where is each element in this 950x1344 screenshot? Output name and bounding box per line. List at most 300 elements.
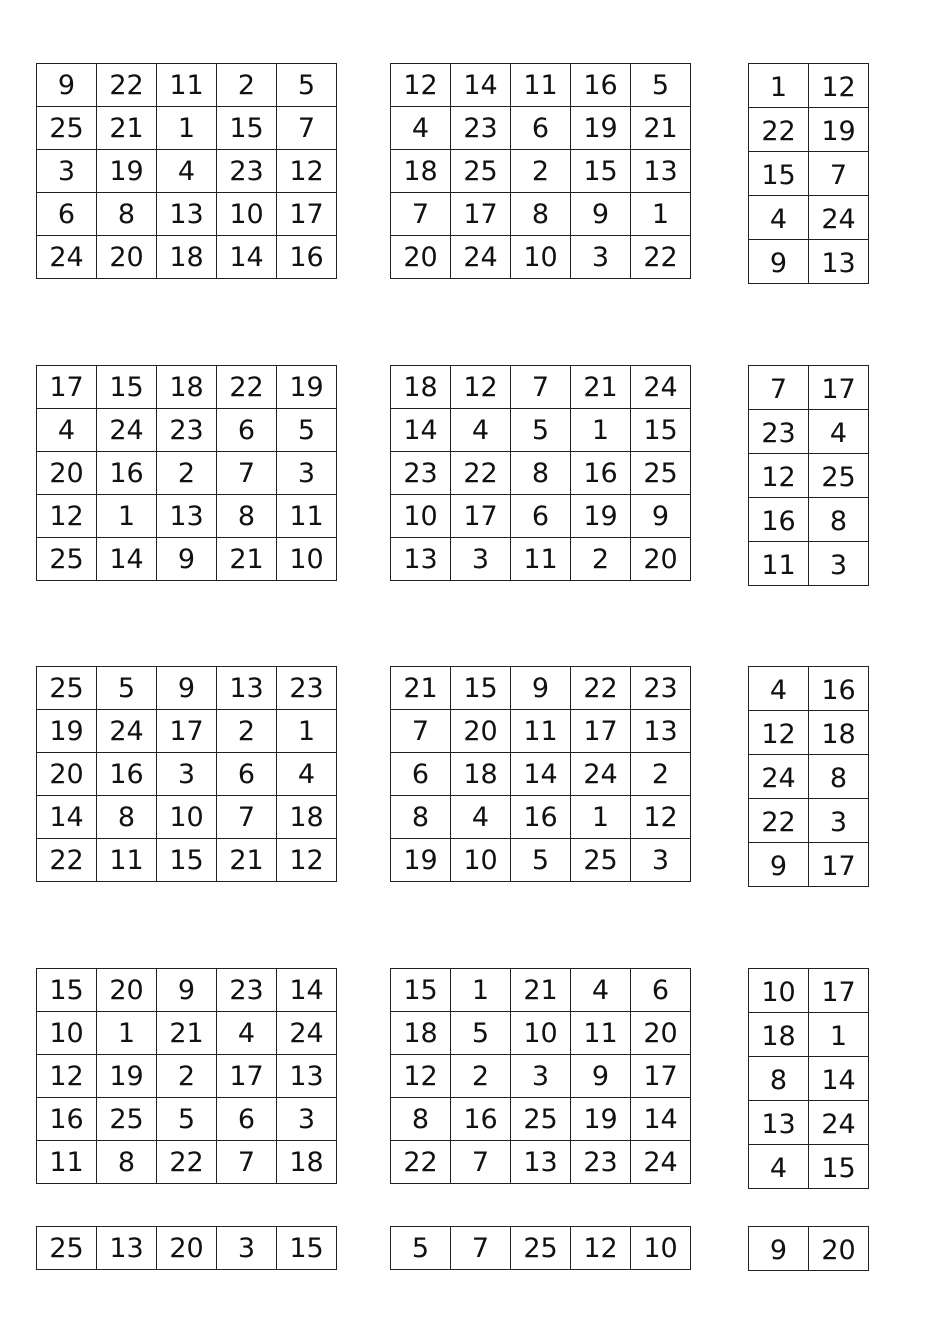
grid-cell: 1 xyxy=(631,193,691,236)
grid-cell: 8 xyxy=(217,495,277,538)
grid-cell: 4 xyxy=(217,1012,277,1055)
grid-row xyxy=(749,755,869,799)
grid-cell: 3 xyxy=(451,538,511,581)
grid-cell: 7 xyxy=(451,1141,511,1184)
grid-cell: 12 xyxy=(571,1227,631,1270)
grid-cell: 21 xyxy=(157,1012,217,1055)
grid-cell: 4 xyxy=(571,969,631,1012)
grid-cell: 8 xyxy=(391,1098,451,1141)
grid-cell: 18 xyxy=(809,711,869,755)
grid-cell: 23 xyxy=(571,1141,631,1184)
grid-cell: 24 xyxy=(749,755,809,799)
grid-cell: 22 xyxy=(217,366,277,409)
grid-cell: 8 xyxy=(749,1057,809,1101)
grid-cell: 9 xyxy=(157,969,217,1012)
grid-cell: 20 xyxy=(631,538,691,581)
grid-cell: 18 xyxy=(391,1012,451,1055)
grid-cell: 16 xyxy=(97,452,157,495)
grid-cell: 5 xyxy=(511,839,571,882)
grid-cell: 13 xyxy=(157,495,217,538)
grid-cell: 23 xyxy=(451,107,511,150)
grid-cell: 3 xyxy=(511,1055,571,1098)
grid-cell: 11 xyxy=(37,1141,97,1184)
grid-row xyxy=(749,542,869,586)
grid-cell: 9 xyxy=(749,240,809,284)
grid-cell: 20 xyxy=(631,1012,691,1055)
grid-cell: 5 xyxy=(97,667,157,710)
grid-row xyxy=(37,1098,337,1141)
grid-row xyxy=(391,193,691,236)
grid-cell: 13 xyxy=(97,1227,157,1270)
grid-cell: 4 xyxy=(749,196,809,240)
grid-row xyxy=(391,1012,691,1055)
grid-cell: 1 xyxy=(157,107,217,150)
grid-cell: 10 xyxy=(631,1227,691,1270)
grid-cell: 19 xyxy=(571,495,631,538)
grid-cell: 9 xyxy=(157,538,217,581)
grid-cell: 24 xyxy=(97,409,157,452)
grid-cell: 18 xyxy=(749,1013,809,1057)
grid-cell: 14 xyxy=(97,538,157,581)
grid-cell: 5 xyxy=(391,1227,451,1270)
grid-cell: 7 xyxy=(511,366,571,409)
grid-cell: 21 xyxy=(391,667,451,710)
grid-row xyxy=(749,454,869,498)
grid-cell: 23 xyxy=(157,409,217,452)
grid-cell: 2 xyxy=(571,538,631,581)
grid-cell: 15 xyxy=(749,152,809,196)
grid-cell: 16 xyxy=(809,667,869,711)
grid-cell: 21 xyxy=(571,366,631,409)
grid-cell: 11 xyxy=(749,542,809,586)
grid-cell: 14 xyxy=(217,236,277,279)
grid-cell: 13 xyxy=(277,1055,337,1098)
grid-cell: 20 xyxy=(37,753,97,796)
grid-cell: 15 xyxy=(571,150,631,193)
grid-row xyxy=(749,1145,869,1189)
grid-cell: 17 xyxy=(809,366,869,410)
grid-cell: 14 xyxy=(277,969,337,1012)
grid-cell: 13 xyxy=(217,667,277,710)
grid-cell: 3 xyxy=(631,839,691,882)
grid-row xyxy=(391,1227,691,1270)
grid-cell: 13 xyxy=(631,150,691,193)
grid-cell: 24 xyxy=(631,366,691,409)
grid-cell: 2 xyxy=(217,710,277,753)
grid-cell: 20 xyxy=(97,969,157,1012)
grid-cell: 19 xyxy=(97,150,157,193)
grid-cell: 19 xyxy=(809,108,869,152)
grid-cell: 1 xyxy=(749,64,809,108)
grid-cell: 25 xyxy=(631,452,691,495)
grid-row xyxy=(37,1227,337,1270)
grid-cell: 16 xyxy=(571,64,631,107)
grid-row xyxy=(37,667,337,710)
grid-cell: 4 xyxy=(37,409,97,452)
grid-cell: 11 xyxy=(97,839,157,882)
grid-cell: 23 xyxy=(217,969,277,1012)
grid-row xyxy=(391,452,691,495)
grid-row xyxy=(749,667,869,711)
grid-cell: 3 xyxy=(277,452,337,495)
grid-cell: 22 xyxy=(391,1141,451,1184)
grid-cell: 9 xyxy=(749,843,809,887)
grid-row xyxy=(749,196,869,240)
grid-cell: 9 xyxy=(571,193,631,236)
grid-row xyxy=(37,538,337,581)
grid-cell: 1 xyxy=(97,495,157,538)
grid-cell: 9 xyxy=(749,1227,809,1271)
grid-row xyxy=(391,150,691,193)
grid-row xyxy=(391,1055,691,1098)
grid-cell: 1 xyxy=(571,796,631,839)
grid-cell: 15 xyxy=(391,969,451,1012)
grid-cell: 7 xyxy=(391,193,451,236)
grid-cell: 5 xyxy=(277,64,337,107)
grid-cell: 17 xyxy=(37,366,97,409)
grid-row xyxy=(749,969,869,1013)
grid-row xyxy=(749,1057,869,1101)
number-grid-middle xyxy=(390,63,691,279)
grid-cell: 19 xyxy=(571,1098,631,1141)
grid-cell: 14 xyxy=(451,64,511,107)
grid-cell: 21 xyxy=(97,107,157,150)
grid-cell: 2 xyxy=(217,64,277,107)
number-grid-right xyxy=(748,968,869,1189)
grid-cell: 11 xyxy=(511,538,571,581)
grid-row xyxy=(391,236,691,279)
grid-row xyxy=(37,969,337,1012)
grid-row xyxy=(749,366,869,410)
grid-cell: 22 xyxy=(157,1141,217,1184)
grid-cell: 25 xyxy=(511,1227,571,1270)
grid-cell: 3 xyxy=(277,1098,337,1141)
grid-row xyxy=(749,240,869,284)
grid-cell: 20 xyxy=(37,452,97,495)
number-grid-middle xyxy=(390,1226,691,1270)
grid-cell: 16 xyxy=(451,1098,511,1141)
grid-cell: 15 xyxy=(37,969,97,1012)
grid-cell: 24 xyxy=(451,236,511,279)
number-grid-left xyxy=(36,1226,337,1270)
grid-cell: 11 xyxy=(571,1012,631,1055)
grid-cell: 2 xyxy=(451,1055,511,1098)
grid-cell: 14 xyxy=(37,796,97,839)
grid-cell: 16 xyxy=(571,452,631,495)
number-grid-right xyxy=(748,1226,869,1271)
grid-cell: 22 xyxy=(37,839,97,882)
grid-row xyxy=(391,839,691,882)
grid-cell: 7 xyxy=(217,796,277,839)
grid-row xyxy=(37,193,337,236)
grid-cell: 14 xyxy=(511,753,571,796)
grid-cell: 18 xyxy=(451,753,511,796)
grid-cell: 4 xyxy=(277,753,337,796)
grid-row xyxy=(37,1012,337,1055)
grid-cell: 1 xyxy=(97,1012,157,1055)
grid-cell: 20 xyxy=(809,1227,869,1271)
grid-cell: 22 xyxy=(749,799,809,843)
grid-row xyxy=(749,64,869,108)
grid-cell: 16 xyxy=(37,1098,97,1141)
grid-cell: 11 xyxy=(277,495,337,538)
grid-cell: 6 xyxy=(217,753,277,796)
grid-row xyxy=(37,409,337,452)
grid-cell: 15 xyxy=(97,366,157,409)
grid-cell: 15 xyxy=(277,1227,337,1270)
number-grid-middle xyxy=(390,365,691,581)
grid-cell: 23 xyxy=(277,667,337,710)
number-grid-right xyxy=(748,63,869,284)
grid-cell: 22 xyxy=(451,452,511,495)
grid-cell: 8 xyxy=(97,796,157,839)
grid-cell: 5 xyxy=(277,409,337,452)
grid-row xyxy=(391,107,691,150)
grid-cell: 19 xyxy=(97,1055,157,1098)
grid-cell: 18 xyxy=(277,796,337,839)
grid-row xyxy=(391,1141,691,1184)
grid-row xyxy=(391,710,691,753)
grid-row xyxy=(37,64,337,107)
grid-cell: 11 xyxy=(511,64,571,107)
grid-cell: 2 xyxy=(157,452,217,495)
grid-cell: 18 xyxy=(391,366,451,409)
grid-cell: 24 xyxy=(631,1141,691,1184)
grid-cell: 24 xyxy=(809,196,869,240)
grid-cell: 18 xyxy=(391,150,451,193)
grid-cell: 3 xyxy=(217,1227,277,1270)
grid-row xyxy=(37,107,337,150)
grid-cell: 6 xyxy=(217,409,277,452)
grid-row xyxy=(749,1227,869,1271)
grid-row xyxy=(749,410,869,454)
grid-cell: 4 xyxy=(157,150,217,193)
grid-cell: 4 xyxy=(451,409,511,452)
grid-cell: 8 xyxy=(97,1141,157,1184)
grid-cell: 24 xyxy=(809,1101,869,1145)
grid-cell: 20 xyxy=(97,236,157,279)
grid-cell: 9 xyxy=(157,667,217,710)
grid-cell: 12 xyxy=(749,454,809,498)
grid-cell: 22 xyxy=(571,667,631,710)
grid-cell: 1 xyxy=(809,1013,869,1057)
grid-cell: 13 xyxy=(511,1141,571,1184)
grid-row xyxy=(749,1101,869,1145)
grid-cell: 9 xyxy=(511,667,571,710)
grid-cell: 23 xyxy=(391,452,451,495)
grid-cell: 14 xyxy=(809,1057,869,1101)
grid-cell: 13 xyxy=(391,538,451,581)
grid-cell: 12 xyxy=(37,495,97,538)
grid-cell: 10 xyxy=(511,1012,571,1055)
grid-row xyxy=(37,1141,337,1184)
grid-cell: 5 xyxy=(631,64,691,107)
grid-row xyxy=(37,495,337,538)
grid-row xyxy=(391,969,691,1012)
grid-cell: 7 xyxy=(217,1141,277,1184)
grid-cell: 13 xyxy=(749,1101,809,1145)
grid-cell: 23 xyxy=(217,150,277,193)
grid-cell: 9 xyxy=(37,64,97,107)
grid-cell: 7 xyxy=(277,107,337,150)
grid-cell: 17 xyxy=(571,710,631,753)
grid-cell: 25 xyxy=(809,454,869,498)
grid-cell: 7 xyxy=(451,1227,511,1270)
number-grid-middle xyxy=(390,968,691,1184)
grid-row xyxy=(37,1055,337,1098)
grid-cell: 23 xyxy=(631,667,691,710)
grid-cell: 23 xyxy=(749,410,809,454)
grid-cell: 1 xyxy=(571,409,631,452)
grid-cell: 10 xyxy=(451,839,511,882)
grid-cell: 16 xyxy=(749,498,809,542)
grid-cell: 18 xyxy=(157,366,217,409)
grid-cell: 6 xyxy=(511,107,571,150)
grid-cell: 3 xyxy=(809,799,869,843)
grid-row xyxy=(391,1098,691,1141)
grid-cell: 24 xyxy=(97,710,157,753)
grid-cell: 17 xyxy=(157,710,217,753)
grid-cell: 14 xyxy=(391,409,451,452)
grid-cell: 3 xyxy=(37,150,97,193)
grid-cell: 6 xyxy=(511,495,571,538)
grid-row xyxy=(391,796,691,839)
grid-row xyxy=(749,1013,869,1057)
grid-cell: 25 xyxy=(97,1098,157,1141)
grid-cell: 20 xyxy=(451,710,511,753)
grid-cell: 12 xyxy=(277,839,337,882)
grid-cell: 25 xyxy=(37,538,97,581)
grid-row xyxy=(37,710,337,753)
grid-cell: 13 xyxy=(809,240,869,284)
grid-cell: 6 xyxy=(37,193,97,236)
grid-cell: 17 xyxy=(451,495,511,538)
grid-cell: 17 xyxy=(809,969,869,1013)
grid-cell: 12 xyxy=(749,711,809,755)
grid-cell: 20 xyxy=(157,1227,217,1270)
grid-row xyxy=(37,150,337,193)
grid-cell: 21 xyxy=(217,538,277,581)
number-grid-right xyxy=(748,365,869,586)
grid-cell: 14 xyxy=(631,1098,691,1141)
grid-row xyxy=(37,366,337,409)
grid-cell: 7 xyxy=(809,152,869,196)
grid-cell: 5 xyxy=(157,1098,217,1141)
grid-row xyxy=(37,452,337,495)
number-grid-middle xyxy=(390,666,691,882)
grid-cell: 12 xyxy=(809,64,869,108)
grid-cell: 8 xyxy=(511,452,571,495)
grid-cell: 17 xyxy=(631,1055,691,1098)
grid-cell: 1 xyxy=(277,710,337,753)
grid-cell: 10 xyxy=(391,495,451,538)
grid-cell: 18 xyxy=(277,1141,337,1184)
grid-cell: 4 xyxy=(451,796,511,839)
grid-cell: 6 xyxy=(631,969,691,1012)
grid-row xyxy=(391,366,691,409)
grid-row xyxy=(37,236,337,279)
grid-cell: 2 xyxy=(157,1055,217,1098)
grid-cell: 13 xyxy=(157,193,217,236)
grid-cell: 12 xyxy=(631,796,691,839)
grid-cell: 3 xyxy=(809,542,869,586)
grid-cell: 8 xyxy=(809,755,869,799)
grid-cell: 11 xyxy=(157,64,217,107)
grid-cell: 8 xyxy=(391,796,451,839)
grid-row xyxy=(391,64,691,107)
grid-cell: 19 xyxy=(391,839,451,882)
grid-row xyxy=(749,799,869,843)
grid-cell: 15 xyxy=(217,107,277,150)
grid-cell: 21 xyxy=(511,969,571,1012)
grid-cell: 19 xyxy=(37,710,97,753)
grid-cell: 25 xyxy=(511,1098,571,1141)
grid-cell: 8 xyxy=(809,498,869,542)
grid-cell: 24 xyxy=(37,236,97,279)
grid-cell: 3 xyxy=(571,236,631,279)
grid-cell: 10 xyxy=(277,538,337,581)
grid-cell: 4 xyxy=(749,1145,809,1189)
grid-cell: 19 xyxy=(277,366,337,409)
grid-row xyxy=(749,843,869,887)
grid-row xyxy=(391,495,691,538)
grid-cell: 10 xyxy=(157,796,217,839)
grid-cell: 7 xyxy=(391,710,451,753)
grid-cell: 12 xyxy=(391,64,451,107)
grid-cell: 12 xyxy=(391,1055,451,1098)
grid-cell: 25 xyxy=(571,839,631,882)
grid-cell: 18 xyxy=(157,236,217,279)
grid-cell: 16 xyxy=(97,753,157,796)
grid-cell: 1 xyxy=(451,969,511,1012)
grid-row xyxy=(391,753,691,796)
grid-cell: 6 xyxy=(391,753,451,796)
grid-cell: 5 xyxy=(511,409,571,452)
grid-cell: 17 xyxy=(217,1055,277,1098)
grid-cell: 4 xyxy=(749,667,809,711)
grid-row xyxy=(391,667,691,710)
grid-cell: 12 xyxy=(451,366,511,409)
grid-cell: 10 xyxy=(749,969,809,1013)
grid-cell: 9 xyxy=(571,1055,631,1098)
grid-cell: 22 xyxy=(749,108,809,152)
number-grid-left xyxy=(36,365,337,581)
grid-row xyxy=(391,538,691,581)
grid-cell: 21 xyxy=(631,107,691,150)
grid-cell: 16 xyxy=(277,236,337,279)
number-grid-left xyxy=(36,968,337,1184)
grid-cell: 25 xyxy=(451,150,511,193)
grid-cell: 19 xyxy=(571,107,631,150)
grid-cell: 10 xyxy=(511,236,571,279)
grid-cell: 13 xyxy=(631,710,691,753)
grid-cell: 17 xyxy=(451,193,511,236)
grid-cell: 24 xyxy=(277,1012,337,1055)
grid-cell: 7 xyxy=(749,366,809,410)
grid-cell: 15 xyxy=(631,409,691,452)
grid-cell: 15 xyxy=(157,839,217,882)
grid-cell: 2 xyxy=(631,753,691,796)
grid-row xyxy=(37,839,337,882)
grid-cell: 15 xyxy=(451,667,511,710)
grid-cell: 17 xyxy=(809,843,869,887)
grid-cell: 5 xyxy=(451,1012,511,1055)
grid-cell: 24 xyxy=(571,753,631,796)
grid-cell: 8 xyxy=(97,193,157,236)
grid-row xyxy=(37,753,337,796)
grid-cell: 16 xyxy=(511,796,571,839)
grid-row xyxy=(749,108,869,152)
